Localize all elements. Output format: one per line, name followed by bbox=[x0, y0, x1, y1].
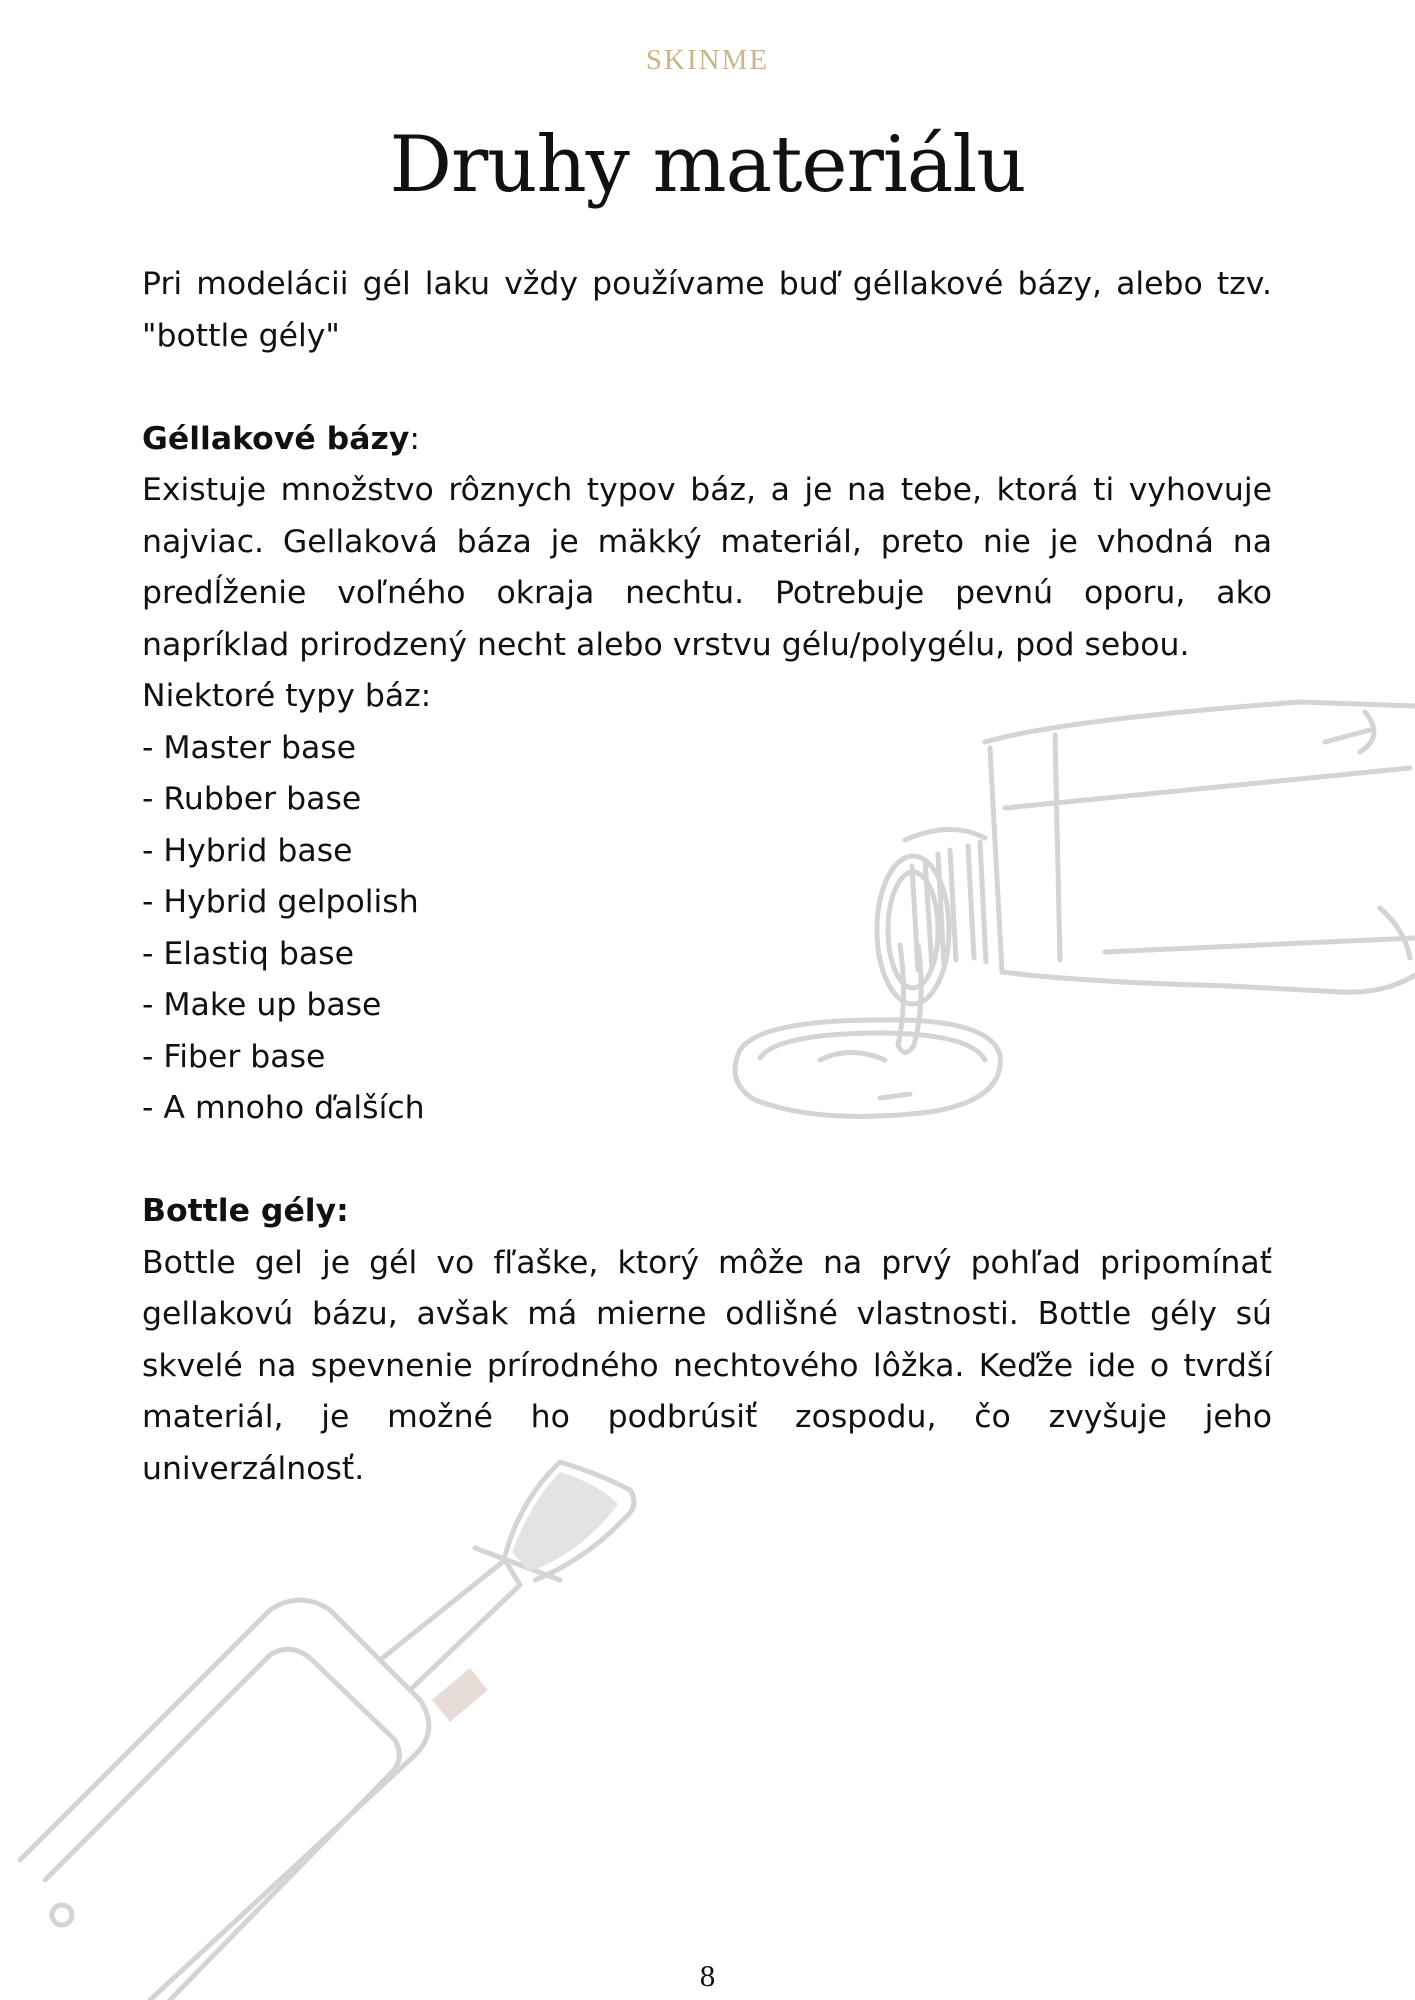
list-item: - Hybrid gelpolish bbox=[142, 884, 419, 920]
base-types-list bbox=[142, 723, 1272, 1135]
gel-bases-heading: Géllakové bázy bbox=[142, 420, 410, 457]
list-item: - A mnoho ďalších bbox=[142, 1090, 425, 1126]
list-item: - Elastiq base bbox=[142, 935, 354, 972]
list-item: - Rubber base bbox=[142, 781, 362, 817]
brand-name: SKINME bbox=[645, 44, 770, 76]
list-item: - Master base bbox=[142, 729, 357, 766]
gel-bases-heading-line bbox=[142, 414, 1272, 466]
main-content bbox=[142, 259, 1272, 1495]
brush-ferrule-accent bbox=[432, 1668, 488, 1722]
page-title: Druhy materiálu bbox=[389, 120, 1026, 210]
spacer bbox=[142, 362, 1272, 414]
bottle-gels-paragraph: Bottle gel je gél vo fľaške, ktorý môže na prvý pohľad pripomínať gellakovú bázu, avšak má mierne odlišné vlastnosti. Bottle gély sú skvelé na spevnenie prírodného nechtového lôžka. Keďže ide o tvrdší materiál, je možné ho podbrúsiť zospodu, čo zvyšuje jeho univerzálnosť. bbox=[142, 1244, 1272, 1487]
list-item: - Make up base bbox=[142, 987, 382, 1023]
gel-bases-paragraph: Existuje množstvo rôznych typov báz, a je na tebe, ktorá ti vyhovuje najviac. Gellaková báza je mäkký materiál, preto nie je vhodná na predĺženie voľného okraja nechtu. Potrebuje pevnú oporu, ako napríklad prirodzený necht alebo vrstvu gélu/polygélu, pod sebou. bbox=[142, 472, 1272, 663]
gel-bases-heading-colon: : bbox=[409, 420, 420, 457]
intro-paragraph: Pri modelácii gél laku vždy používame buď géllakové bázy, alebo tzv. "bottle gély" bbox=[142, 266, 1272, 354]
base-types-intro: Niektoré typy báz: bbox=[142, 678, 432, 714]
page-number: 8 bbox=[699, 1958, 716, 1993]
bottle-gels-heading: Bottle gély: bbox=[142, 1193, 349, 1229]
list-item: - Hybrid base bbox=[142, 832, 353, 869]
list-item: - Fiber base bbox=[142, 1038, 326, 1075]
spacer bbox=[142, 1135, 1272, 1187]
